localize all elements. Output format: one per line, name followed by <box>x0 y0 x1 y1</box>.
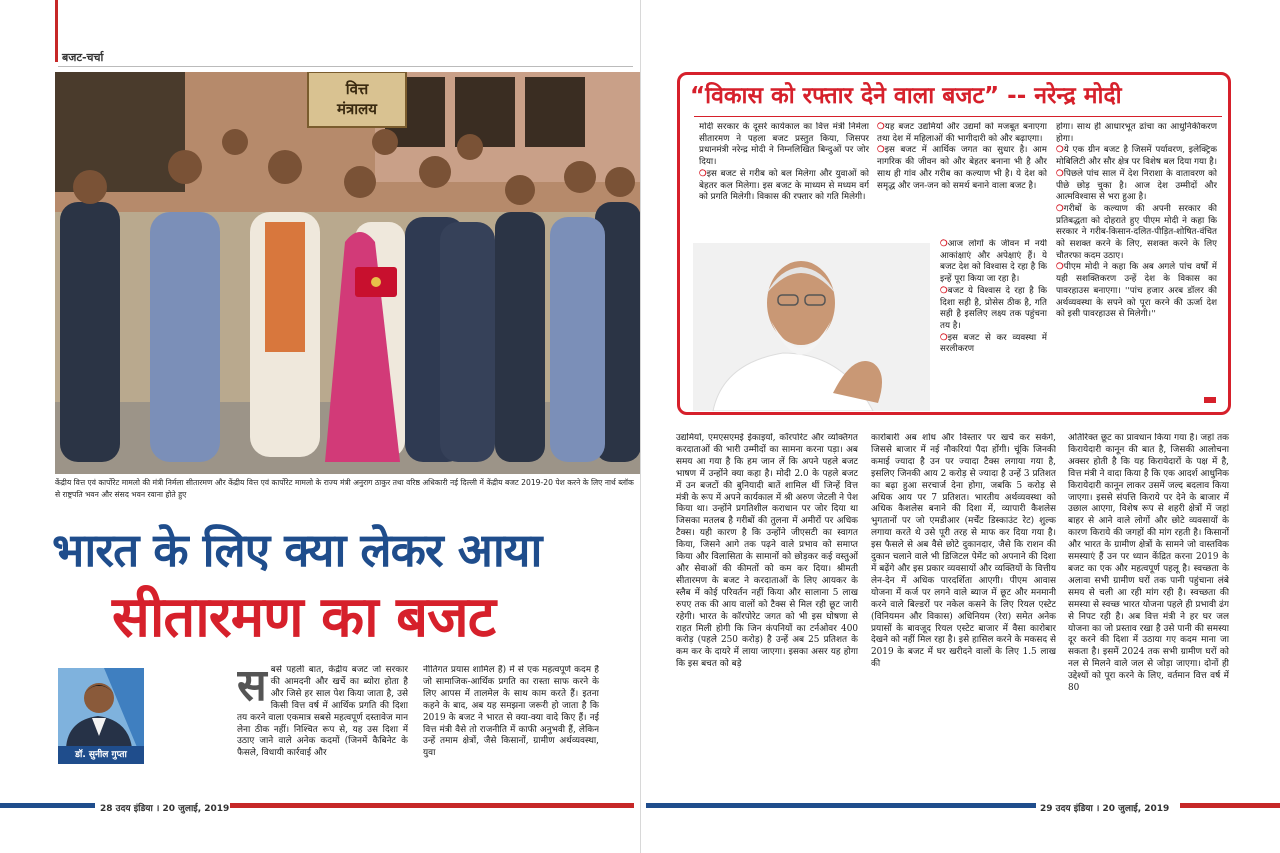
author-box <box>58 668 144 764</box>
bullet-icon <box>1056 169 1064 179</box>
box-col-2-wrap <box>940 239 1047 407</box>
page-gutter <box>640 0 641 853</box>
box-col-3-bullet: ये एक ग्रीन बजट है जिसमें पर्यावरण, इलेक्ट्रिक मोबिलिटी और सौर क्षेत्र पर विशेष बल दिया गया है। <box>1056 145 1217 168</box>
box-col-1-bullet: इस बजट से गरीब को बल मिलेगा और युवाओं को बेहतर कल मिलेगा। इस बजट के माध्यम से मध्यम वर्ग को प्रगति मिलेगी। विकास की रफ्तार को गति मिलेगी। <box>699 168 869 203</box>
section-divider <box>58 66 633 67</box>
headline-line1: भारत के लिए क्या लेकर आया <box>52 523 542 577</box>
author-photo <box>58 668 144 748</box>
ministry-sign-line2: मंत्रालय <box>336 100 378 118</box>
box-col-1-lead: मोदी सरकार के दूसरे कार्यकाल का वित्त मंत्री निर्मला सीतारमण ने पहला बजट प्रस्तुत किया, जिसपर प्रधानमंत्री नरेन्द्र मोदी ने निम्नलिखित बिन्दुओं पर जोर दिया। <box>699 122 869 168</box>
bullet-icon <box>699 169 707 179</box>
article-col-2: नीतिगत प्रयास शामिल हैं) में से एक महत्वपूर्ण कदम है जो सामाजिक-आर्थिक प्रगति का रास्ता साफ करने के लिए आपस में तालमेल के साथ काम करते हैं। इतना कहने के बाद, अब यह समझना जरूरी हो जाता है कि 2019 के बजट ने भारत से क्या-क्या वादे किए हैं। नई वित्त मंत्री वैसे तो राजनीति में काफी अनुभवी हैं, लेकिन उन्हें तमाम क्षेत्रों, जैसे किसानों, ग्रामीण अर्थव्यवस्था, युवा <box>423 665 599 759</box>
bullet-icon <box>877 122 885 132</box>
box-col-3-bullet: पिछले पांच साल में देश निराशा के वातावरण को पीछे छोड़ चुका है। आज देश उम्मीदों और आत्मविश्वास से भरा हुआ है। <box>1056 168 1217 203</box>
author-name: डॉ. सुनील गुप्ता <box>58 746 144 764</box>
right-article-col-1: उद्यमियों, एमएसएमई ईकाइयों, कॉरपोरेट और व्यक्तिगत करदाताओं की भारी उम्मीदों का सामना करना पड़ा। अब समय आ गया है कि हम जान लें कि अपने पहले बजट भाषण में उन्होंने क्या कहा है। मोदी 2.0 के पहले बजट में उन बजटों की बुनियादी बातें शामिल थीं जिन्हें वित्त मंत्री के रूप में अपने कार्यकाल में श्री अरुण जेटली ने पेश किया था। उन्होंने प्रगतिशील कराधान पर जोर दिया था जिसका मतलब है गरीबों की तुलना में अमीरों पर अधिक टैक्स। यही कारण है कि उन्होंने जीएसटी का स्वागत किया, जिसने आगे तक पढ़ने वाले प्रभाव को समाप्त किया और विलासिता के सामानों को छोड़कर कई वस्तुओं और सेवाओं की कीमतों को कम कर दिया। श्रीमती सीतारमण के बजट ने करदाताओं के लिए आयकर के स्लैब में कोई परिवर्तन नहीं किया और सालाना 5 लाख रुपए तक की आय वालों को टैक्स से मिल रही छूट जारी रहेगी। भारत के कॉरपोरेट जगत को भी इस घोषणा से राहत मिली होगी कि जिन कंपनियों का टर्नओवर 400 करोड़ (पहले 250 करोड़) है उन्हें अब 25 प्रतिशत के कम कर के दायरे में लाया जाएगा। इसका असर यह होगा कि इस बचत को बड़े <box>676 433 858 670</box>
bullet-icon <box>877 145 885 155</box>
box-col-2-bullet: यह बजट उद्यमियों और उद्यमों को मजबूत बनाएगा तथा देश में महिलाओं की भागीदारी को और बढ़ाएगा। <box>877 122 1047 144</box>
quote-title-rule <box>694 116 1222 117</box>
box-col-3-lead: होगा। साथ ही आधारभूत ढांचा का आधुनिकीकरण होगा। <box>1056 122 1217 144</box>
footer-bar-left-red <box>230 803 634 808</box>
bullet-icon <box>940 239 948 249</box>
bullet-icon <box>1056 262 1064 272</box>
box-col-3-bullet: पीएम मोदी ने कहा कि अब अगले पांच वर्षों में यही सशक्तिकरण उन्हें देश के विकास का पावरहाउस बनाएगा। ''पांच हजार अरब डॉलर की अर्थव्यवस्था के सपने को पूरा करने की ऊर्जा देश को इसी पावरहाउस से मिलेगी।'' <box>1056 262 1217 320</box>
ministry-sign-line1: वित्त <box>345 80 369 98</box>
footer-bar-right-red <box>1180 803 1280 808</box>
bullet-icon <box>940 286 948 296</box>
box-col-1 <box>699 122 869 240</box>
article-col-1-text: बसे पहली बात, केंद्रीय बजट जो सरकार की आमदनी और खर्चे का ब्योरा होता है और जिसे हर साल पेश किया जाता है, उसे किसी वित्त वर्ष में आर्थिक प्रगति की दिशा तय करने वाला एकमात्र सबसे महत्वपूर्ण दस्तावेज मान लेना ठीक नहीं। निश्चित रूप से, यह उस दिशा में उठाए जाने वाले अनेक कदमों (जिनमें कैबिनेट के फैसले, विधायी कार्रवाई और <box>237 665 408 759</box>
footer-bar-left <box>0 803 95 808</box>
quote-title: “विकास को रफ्तार देने वाला बजट” -- नरेन्द्र मोदी <box>690 83 1122 109</box>
bullet-icon <box>1056 204 1064 214</box>
box-col-2-bullet: आज लोगों के जीवन में नयी आकांक्षाएं और अपेक्षाएं हैं। ये बजट देश को विश्वास दे रहा है कि इन्हें पूरा किया जा रहा है। <box>940 239 1047 285</box>
drop-cap: स <box>237 665 267 711</box>
box-col-3 <box>1056 122 1217 410</box>
box-col-2-bullet: इस बजट में आर्थिक जगत का सुधार है। आम नागरिक की जीवन को और बेहतर बनाना भी है और साथ ही गांव और गरीब का कल्याण भी है। ये देश को समृद्ध और जन-जन को समर्थ बनाने वाला बजट है। <box>877 145 1047 191</box>
headline-line2: सीतारमण का बजट <box>112 585 495 650</box>
budget-team-photo <box>55 72 641 474</box>
right-article-col-3: अतिरिक्त छूट का प्रावधान किया गया है। जहां तक किरायेदारी कानून की बात है, जिसकी आलोचना अक्सर होती है कि यह किरायेदारों के पक्ष में है, वित्त मंत्री ने वादा किया है कि एक आदर्श आधुनिक किरायेदारी कानून लाकर उसमें जल्द बदलाव किया जाएगा। इससे संपत्ति किराये पर देने के बाजार में उछाल आएगा, विशेष रूप से शहरी क्षेत्रों में जहां बाहर से आने वाले लोगों और छोटे व्यवसायों के कारण किराये की जगहों की मांग रहती है। किसानों और भारत के ग्रामीण क्षेत्रों के सामने जो वास्तविक समस्याएं हैं उन पर ध्यान केंद्रित करना 2019 के बजट का एक और महत्वपूर्ण पहलू है। स्वच्छता के अलावा सभी ग्रामीण घरों तक पानी पहुंचाना लंबे समय से चली आ रही मांग रही है। स्वच्छता की समस्या से स्वच्छ भारत योजना पहले ही प्रभावी ढंग से निपट रही है। अब वित्त मंत्री ने हर घर जल योजना का जो प्रस्ताव रखा है उसे पानी की समस्या दूर करने की दिशा में उठाया गए कदम माना जा सकता है। इसमें 2024 तक सभी ग्रामीण घरों को नल से मिलने वाले जल से जोड़ा जाएगा। दोनों ही उद्देश्यों को पूरा करने के लिए, वर्तमान वित्त वर्ष में 80 <box>1068 433 1229 694</box>
box-col-2-top <box>877 122 1047 242</box>
right-article-col-2: कारोबारी अब शोध और विस्तार पर खर्च कर सकेंगे, जिससे बाजार में नई नौकरियां पैदा होंगी। चूंकि जिनकी कमाई ज्यादा है उन पर ज्यादा टैक्स लगाया गया है, इसलिए जिनकी आय 2 करोड़ से ज्यादा है उन्हें 3 प्रतिशत का बढ़ा हुआ सरचार्ज देना होगा, जबकि 5 करोड़ से अधिक आय पर 7 प्रतिशत। भारतीय अर्थव्यवस्था को अधिक कैशलेस बनाने की दिशा में, व्यापारी कैशलेस भुगतानों पर जो एमडीआर (मर्चेंट डिस्काउंट रेट) शुल्क लगाया करते थे उसे पूरी तरह से माफ कर दिया गया है। इस फैसले से अब वैसे छोटे दुकानदार, जैसे कि राशन की दुकान चलाने वाले भी डिजिटल पेमेंट को अपनाने की दिशा में बढ़ेंगे और इस प्रकार व्यवसायों और व्यक्तियों के वित्तीय लेन-देन में अधिक पारदर्शिता आएगी। पीएम आवास योजना में कर्ज पर लगने वाले ब्याज में छूट और मनमानी करने वाले बिल्डरों पर नकेल कसने के लिए रियल एस्टेट (विनियमन और विकास) अधिनियम (रेरा) समेत अनेक प्रयासों के बावजूद रियल एस्टेट बाजार में वैसा कारोबार देखने को नहीं मिल रहा है। इसे हासिल करने के मकसद से 2019 के बजट में घर खरीदने वालों के लिए 1.5 लाख की <box>871 433 1056 670</box>
article-col-1 <box>237 665 408 790</box>
footer-right: 29 उदय इंडिया । 20 जुलाई, 2019 <box>1040 804 1170 814</box>
box-col-3-bullet: गरीबों के कल्याण की अपनी सरकार की प्रतिबद्धता को दोहराते हुए पीएम मोदी ने कहा कि सरकार ने गरीब-किसान-दलित-पीड़ित-शोषित-वंचित को सशक्त करने के लिए, सशक्त करने के लिए चौतरफा कदम उठाए। <box>1056 203 1217 261</box>
footer-left: 28 उदय इंडिया । 20 जुलाई, 2019 <box>100 804 230 814</box>
box-col-2-bullet: इस बजट से कर व्यवस्था में सरलीकरण <box>940 332 1047 355</box>
photo-caption: केंद्रीय वित्त एवं कार्पोरेट मामलो की मंत्री निर्मला सीतारमण और केंद्रीय वित्त एवं कार्पोरेट मामलो के राज्य मंत्री अनुराग ठाकुर तथा वरिष्ठ अधिकारी नई दिल्ली में केंद्रीय बजट 2019-20 पेश करने के लिए नार्थ ब्लॉक से राष्ट्रपति भवन और संसद भवन रवाना होते हुए <box>55 478 634 499</box>
section-tag: बजट-चर्चा <box>62 51 104 64</box>
bullet-icon <box>1056 145 1064 155</box>
box-col-2-bullet: बजट ये विश्वास दे रहा है कि दिशा सही है, प्रोसेस ठीक है, गति सही है इसलिए लक्ष्य तक पहुंचना तय है। <box>940 285 1047 331</box>
end-mark <box>1204 397 1216 403</box>
footer-bar-right <box>646 803 1036 808</box>
section-accent-bar <box>55 0 58 62</box>
bullet-icon <box>940 333 948 343</box>
modi-photo <box>693 243 930 411</box>
